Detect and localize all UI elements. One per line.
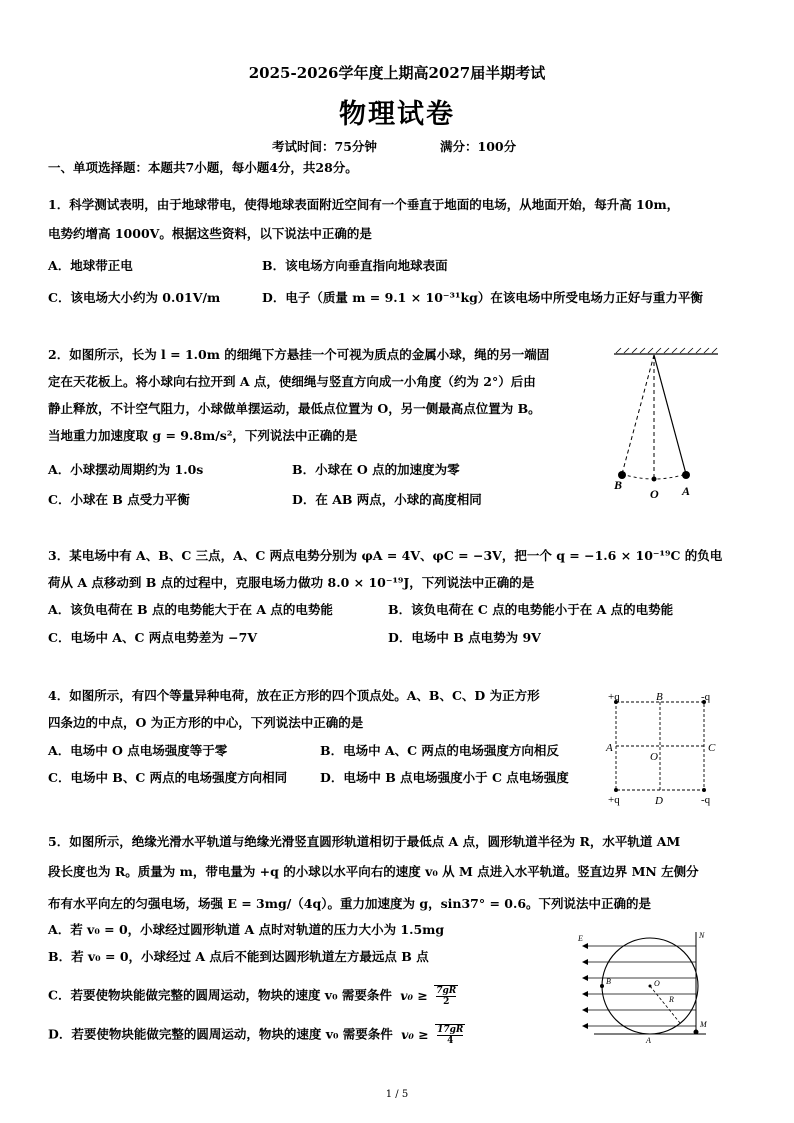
charge-top-left: +q xyxy=(608,691,620,703)
q4-option-a: A．电场中 O 点电场强度等于零 xyxy=(48,743,228,758)
subject-title: 物理试卷 xyxy=(339,99,455,130)
label-e: E xyxy=(578,934,583,943)
q2-option-d: D．在 AB 两点，小球的高度相同 xyxy=(292,492,482,507)
charge-bottom-right: -q xyxy=(701,794,711,806)
label-b: B xyxy=(606,977,611,986)
label-n: N xyxy=(699,931,705,940)
q2-stem-line1: 2．如图所示，长为 l = 1.0m 的细绳下方悬挂一个可视为质点的金属小球，绳的另一端固 xyxy=(48,347,550,362)
q5-option-a: A．若 v₀ = 0，小球经过圆形轨道 A 点时对轨道的压力大小为 1.5mg xyxy=(48,922,445,937)
q4-option-c: C．电场中 B、C 两点的电场强度方向相同 xyxy=(48,770,288,785)
label-m: M xyxy=(700,1020,707,1029)
q5-option-d xyxy=(48,1024,465,1046)
q1-option-d: D．电子（质量 m = 9.1 × 10⁻³¹kg）在该电场中所受电场力正好与重力平衡 xyxy=(262,290,703,305)
charge-bottom-left: +q xyxy=(608,794,620,806)
ball-m xyxy=(694,1030,699,1035)
label-b: B xyxy=(614,478,623,492)
q5-stem-line3: 布有水平向左的匀强电场，场强 E = 3mg/（4q）。重力加速度为 g，sin37° = 0.6。下列说法中正确的是 xyxy=(48,896,652,911)
q1-option-c: C．该电场大小约为 0.01V/m xyxy=(48,290,221,305)
label-o: O xyxy=(650,751,658,763)
section-heading: 一、单项选择题：本题共7小题，每小题4分，共28分。 xyxy=(48,160,358,175)
square-outline xyxy=(616,702,704,790)
q5-option-d-denominator: 4 xyxy=(447,1036,454,1046)
q5-option-c-denominator: 2 xyxy=(443,997,450,1007)
q5-option-c-lhs: v₀ ≥ xyxy=(400,987,428,1003)
rope-b xyxy=(622,355,654,474)
q2-stem-line4: 当地重力加速度取 g = 9.8m/s²，下列说法中正确的是 xyxy=(48,428,358,443)
q1-stem-line2: 电势约增高 1000V。根据这些资料，以下说法中正确的是 xyxy=(48,226,372,241)
q5-stem-line1: 5．如图所示，绝缘光滑水平轨道与绝缘光滑竖直圆形轨道相切于最低点 A 点，圆形轨道半径为 R，水平轨道 AM xyxy=(48,834,681,849)
q2-option-c: C．小球在 B 点受力平衡 xyxy=(48,492,190,507)
q5-stem-line2: 段长度也为 R。质量为 m，带电量为 +q 的小球以水平向右的速度 v₀ 从 M 点进入水平轨道。竖直边界 MN 左侧分 xyxy=(48,864,699,879)
label-d: D xyxy=(655,795,663,807)
pendulum-figure xyxy=(606,346,730,502)
q4-option-d: D．电场中 B 点电场强度小于 C 点电场强度 xyxy=(320,770,569,785)
q5-option-c-text: C．若要使物块能做完整的圆周运动，物块的速度 v₀ 需要条件 xyxy=(48,987,392,1003)
q3-option-c: C．电场中 A、C 两点电势差为 −7V xyxy=(48,630,258,645)
label-b: B xyxy=(656,691,663,703)
q3-stem-line2: 荷从 A 点移动到 B 点的过程中，克服电场力做功 8.0 × 10⁻¹⁹J，下列说法中正确的是 xyxy=(48,575,535,590)
q4-stem-line2: 四条边的中点，O 为正方形的中心，下列说法中正确的是 xyxy=(48,715,364,730)
q5-option-c-numerator: 7gR xyxy=(436,986,457,996)
q5-option-b: B．若 v₀ = 0，小球经过 A 点后不能到达圆形轨道左方最远点 B 点 xyxy=(48,949,429,964)
label-c: C xyxy=(708,742,716,754)
label-a: A xyxy=(606,742,613,754)
charge-top-right: -q xyxy=(701,691,711,703)
ball-o xyxy=(652,477,657,482)
field-arrowheads xyxy=(582,943,588,1029)
q2-option-b: B．小球在 O 点的加速度为零 xyxy=(292,462,460,477)
q5-option-c xyxy=(48,985,458,1007)
label-a: A xyxy=(646,1036,651,1044)
rope-a xyxy=(654,355,686,474)
q3-option-d: D．电场中 B 点电势为 9V xyxy=(388,630,541,645)
exam-time: 考试时间：75分钟 xyxy=(272,139,377,154)
q2-option-a: A．小球摆动周期约为 1.0s xyxy=(48,462,204,477)
q3-option-b: B．该负电荷在 C 点的电势能小于在 A 点的电势能 xyxy=(388,602,674,617)
page-number: 1 / 5 xyxy=(385,1089,409,1100)
ball-a xyxy=(682,471,690,479)
q1-option-b: B．该电场方向垂直指向地球表面 xyxy=(262,258,448,273)
full-score: 满分：100分 xyxy=(440,139,517,154)
q1-option-a: A．地球带正电 xyxy=(48,258,133,273)
radius-line xyxy=(650,986,680,1023)
q4-stem-line1: 4．如图所示，有四个等量异种电荷，放在正方形的四个顶点处。A、B、C、D 为正方形 xyxy=(48,688,540,703)
q1-stem-line1: 1．科学测试表明，由于地球带电，使得地球表面附近空间有一个垂直于地面的电场，从地面开始，每升高 10m， xyxy=(48,197,680,212)
q2-stem-line3: 静止释放，不计空气阻力，小球做单摆运动，最低点位置为 O，另一侧最高点位置为 B。 xyxy=(48,401,541,416)
q5-option-c-radical xyxy=(434,985,458,1007)
q5-option-d-text: D．若要使物块能做完整的圆周运动，物块的速度 v₀ 需要条件 xyxy=(48,1026,393,1042)
exam-title: 2025-2026学年度上期高2027届半期考试 xyxy=(248,64,546,82)
q5-option-d-radical xyxy=(435,1024,465,1046)
label-o: O xyxy=(654,979,660,988)
circular-track-figure xyxy=(574,926,724,1044)
q5-option-d-numerator: 17gR xyxy=(437,1025,464,1035)
q3-option-a: A．该负电荷在 B 点的电势能大于在 A 点的电势能 xyxy=(48,602,333,617)
q4-option-b: B．电场中 A、C 两点的电场强度方向相反 xyxy=(320,743,559,758)
q2-stem-line2: 定在天花板上。将小球向右拉开到 A 点，使细绳与竖直方向成一小角度（约为 2°）后由 xyxy=(48,374,536,389)
q3-stem-line1: 3．某电场中有 A、B、C 三点，A、C 两点电势分别为 φA = 4V、φC = −3V，把一个 q = −1.6 × 10⁻¹⁹C 的负电 xyxy=(48,548,723,563)
q5-option-d-lhs: v₀ ≥ xyxy=(401,1026,429,1042)
square-charges-figure xyxy=(600,688,730,808)
label-a: A xyxy=(682,484,691,498)
label-r: R xyxy=(669,995,674,1004)
label-o: O xyxy=(650,487,659,501)
ceiling-hatch xyxy=(616,348,717,353)
